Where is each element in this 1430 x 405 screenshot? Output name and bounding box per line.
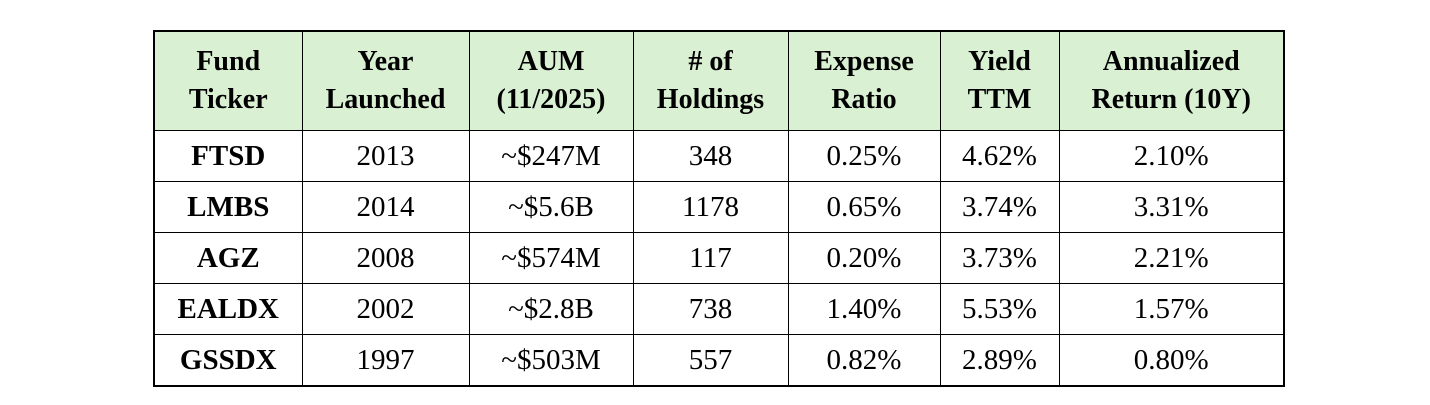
cell-fund-ticker: GSSDX: [154, 335, 302, 387]
column-header-aum: [469, 31, 633, 131]
header-line: Return (10Y): [1091, 84, 1251, 115]
cell-year-launched: 2002: [302, 284, 469, 335]
header-line: TTM: [967, 84, 1032, 115]
cell-year-launched: 1997: [302, 335, 469, 387]
cell-expense-ratio: 1.40%: [788, 284, 940, 335]
cell-aum: ~$2.8B: [469, 284, 633, 335]
cell-yield-ttm: 3.73%: [940, 233, 1059, 284]
cell-holdings: 117: [633, 233, 788, 284]
table-row: [154, 182, 1284, 233]
cell-holdings: 738: [633, 284, 788, 335]
header-line: Fund: [196, 46, 261, 77]
cell-yield-ttm: 3.74%: [940, 182, 1059, 233]
cell-fund-ticker: EALDX: [154, 284, 302, 335]
cell-aum: ~$503M: [469, 335, 633, 387]
cell-yield-ttm: 4.62%: [940, 131, 1059, 182]
table-row: [154, 233, 1284, 284]
cell-fund-ticker: LMBS: [154, 182, 302, 233]
cell-fund-ticker: AGZ: [154, 233, 302, 284]
cell-annualized-return: 1.57%: [1059, 284, 1284, 335]
header-line: (11/2025): [496, 84, 606, 115]
column-header-yield-ttm: [940, 31, 1059, 131]
header-line: Expense: [814, 46, 914, 77]
cell-holdings: 348: [633, 131, 788, 182]
header-line: Ratio: [831, 84, 897, 115]
cell-fund-ticker: FTSD: [154, 131, 302, 182]
cell-annualized-return: 2.21%: [1059, 233, 1284, 284]
cell-expense-ratio: 0.25%: [788, 131, 940, 182]
header-line: # of: [688, 46, 733, 77]
cell-aum: ~$5.6B: [469, 182, 633, 233]
header-line: Holdings: [656, 84, 765, 115]
cell-expense-ratio: 0.65%: [788, 182, 940, 233]
header-line: AUM: [517, 46, 585, 77]
table-row: [154, 131, 1284, 182]
header-line: Annualized: [1102, 46, 1240, 77]
table-row: [154, 284, 1284, 335]
cell-year-launched: 2013: [302, 131, 469, 182]
cell-year-launched: 2014: [302, 182, 469, 233]
cell-holdings: 557: [633, 335, 788, 387]
column-header-holdings: [633, 31, 788, 131]
header-line: Year: [357, 46, 414, 77]
fund-comparison-table: [153, 30, 1285, 387]
table-header-row: [154, 31, 1284, 131]
cell-annualized-return: 3.31%: [1059, 182, 1284, 233]
column-header-annualized-return: [1059, 31, 1284, 131]
cell-expense-ratio: 0.20%: [788, 233, 940, 284]
header-line: Launched: [325, 84, 446, 115]
column-header-fund-ticker: [154, 31, 302, 131]
cell-annualized-return: 2.10%: [1059, 131, 1284, 182]
cell-aum: ~$574M: [469, 233, 633, 284]
table-row: [154, 335, 1284, 387]
cell-year-launched: 2008: [302, 233, 469, 284]
column-header-expense-ratio: [788, 31, 940, 131]
cell-holdings: 1178: [633, 182, 788, 233]
column-header-year-launched: [302, 31, 469, 131]
header-line: Ticker: [188, 84, 268, 115]
cell-yield-ttm: 5.53%: [940, 284, 1059, 335]
cell-yield-ttm: 2.89%: [940, 335, 1059, 387]
cell-aum: ~$247M: [469, 131, 633, 182]
header-line: Yield: [968, 46, 1031, 77]
cell-annualized-return: 0.80%: [1059, 335, 1284, 387]
cell-expense-ratio: 0.82%: [788, 335, 940, 387]
